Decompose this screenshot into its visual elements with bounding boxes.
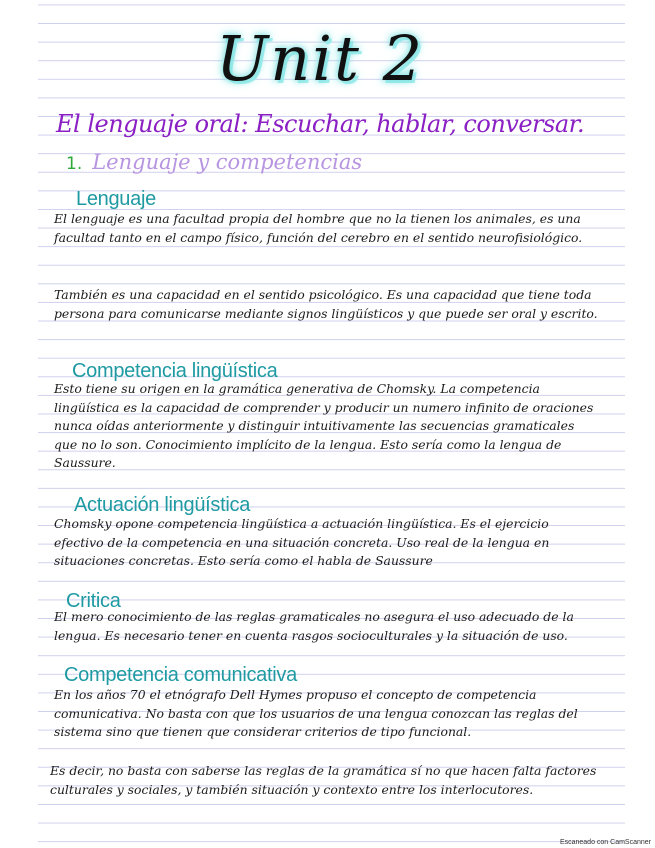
paragraph-lenguaje-2: También es una capacidad en el sentido psicológico. Es una capacidad que tiene toda persona para comunicarse mediante signos lingüísticos y que puede ser oral y escrito. xyxy=(54,287,598,321)
left-margin xyxy=(0,0,38,848)
section-heading xyxy=(66,150,362,174)
paragraph-competencia-comunicativa-1: En los años 70 el etnógrafo Dell Hymes propuso el concepto de competencia comunicativa. No basta con que los usuarios de una lengua conozcan las reglas del sistema sino que tienen que considerar criterios de tipo funcional. xyxy=(54,687,578,740)
paragraph-actuacion-linguistica: Chomsky opone competencia lingüística a actuación lingüística. Es el ejercicio efectivo de la competencia en una situación concreta. Uso real de la lengua en situaciones concretas. Esto sería como el habla de Saussure xyxy=(54,516,550,569)
heading-actuacion-linguistica: Actuación lingüística xyxy=(74,494,251,516)
heading-competencia-comunicativa: Competencia comunicativa xyxy=(64,664,297,686)
heading-lenguaje: Lenguaje xyxy=(76,188,156,210)
paragraph-critica: El mero conocimiento de las reglas gramaticales no asegura el uso adecuado de la lengua. Es necesario tener en cuenta rasgos socioculturales y la situación de uso. xyxy=(54,609,574,643)
unit-subtitle: El lenguaje oral: Escuchar, hablar, conversar. xyxy=(56,110,585,138)
scanner-watermark: Escaneado con CamScanner xyxy=(559,839,651,846)
section-number: 1. xyxy=(66,154,83,174)
heading-competencia-linguistica: Competencia lingüística xyxy=(72,360,278,382)
section-title: Lenguaje y competencias xyxy=(92,150,363,174)
page-title: Unit 2 xyxy=(215,22,425,95)
heading-critica: Critica xyxy=(66,590,121,612)
paragraph-competencia-linguistica: Esto tiene su origen en la gramática generativa de Chomsky. La competencia lingüística es la capacidad de comprender y producir un numero infinito de oraciones nunca oídas anteriormente y distinguir intuitivamente las secuencias gramaticales que no lo son. Conocimiento implícito de la lengua. Esto sería como la lengua de Saussure. xyxy=(54,381,594,471)
paragraph-lenguaje-1: El lenguaje es una facultad propia del hombre que no la tienen los animales, es una facultad tanto en el campo físico, función del cerebro en el sentido neurofisiológico. xyxy=(54,211,583,245)
right-margin xyxy=(625,0,655,848)
paragraph-competencia-comunicativa-2: Es decir, no basta con saberse las reglas de la gramática sí no que hacen falta factores culturales y sociales, y también situación y contexto entre los interlocutores. xyxy=(50,763,597,797)
